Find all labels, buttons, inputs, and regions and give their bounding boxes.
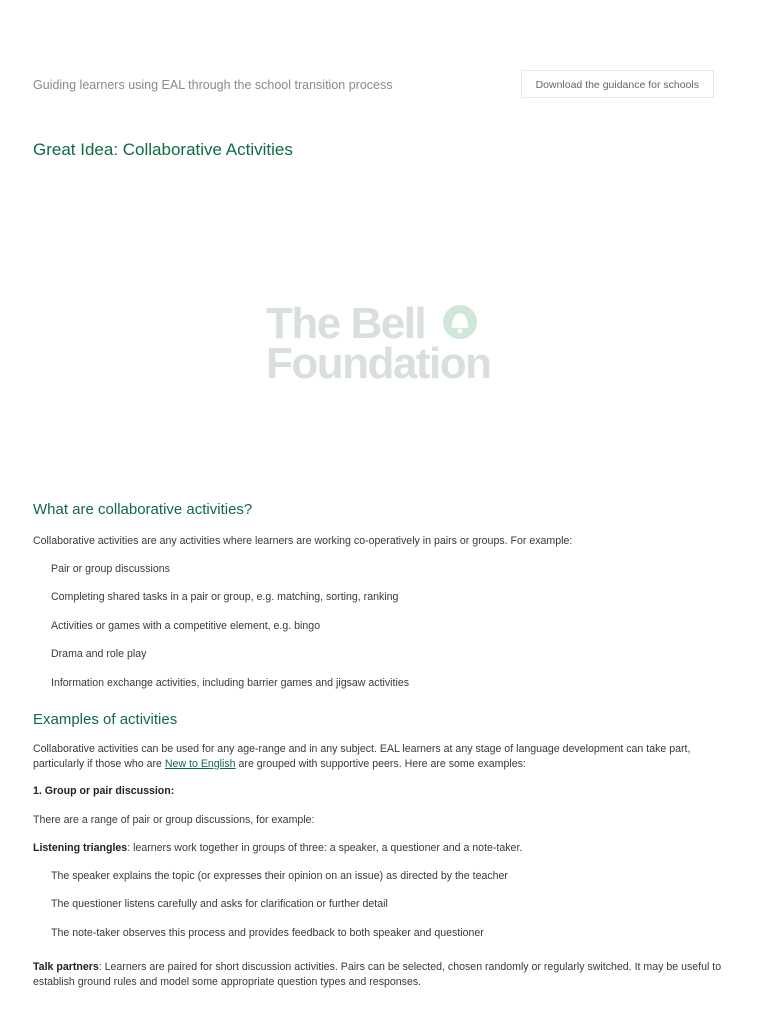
logo-line-2: Foundation [266,339,491,384]
list-item: The questioner listens carefully and asks for clarification or further detail [51,898,388,910]
list-item: Drama and role play [51,648,147,660]
bell-icon [443,305,477,339]
logo-line-1: The Bell [266,300,426,348]
section-heading-what: What are collaborative activities? [33,501,253,518]
talk-partners-text: Talk partners: Learners are paired for short discussion activities. Pairs can be selected, chosen randomly or regularly switched. It may be useful to establish ground rules and model some appropriate question types and responses. [33,961,722,988]
collaborative-list [33,562,733,691]
range-text: There are a range of pair or group discussions, for example: [33,813,315,826]
roles-list [33,869,733,941]
download-guidance-button[interactable]: Download the guidance for schools [521,70,714,98]
page-subtitle: Guiding learners using EAL through the school transition process [33,78,393,92]
list-item: Information exchange activities, including barrier games and jigsaw activities [51,676,410,689]
bell-foundation-logo [266,300,506,384]
list-item: Completing shared tasks in a pair or group, e.g. matching, sorting, ranking [51,591,399,603]
list-item: The speaker explains the topic (or expresses their opinion on an issue) as directed by the teacher [51,869,508,882]
list-item: Activities or games with a competitive element, e.g. bingo [51,619,321,632]
section2-intro: Collaborative activities can be used for any age-range and in any subject. EAL learners at any stage of language development can take part, particularly if those who are New to English are grouped with supportive peers. Here are some examples: [33,743,691,770]
listening-triangles-text: Listening triangles: learners work together in groups of three: a speaker, a questioner and a note-taker. [33,842,523,854]
section-heading-examples: Examples of activities [33,711,178,728]
list-item: Pair or group discussions [51,562,170,575]
top-bar [33,70,714,100]
new-to-english-link[interactable]: New to English [164,757,236,770]
list-item: The note-taker observes this process and provides feedback to both speaker and questioner [51,926,484,939]
page-title: Great Idea: Collaborative Activities [33,140,293,159]
article-content [33,500,733,989]
section1-intro: Collaborative activities are any activities where learners are working co-operatively in pairs or groups. For example: [33,535,573,547]
sub-heading-discussion: 1. Group or pair discussion: [33,785,175,797]
